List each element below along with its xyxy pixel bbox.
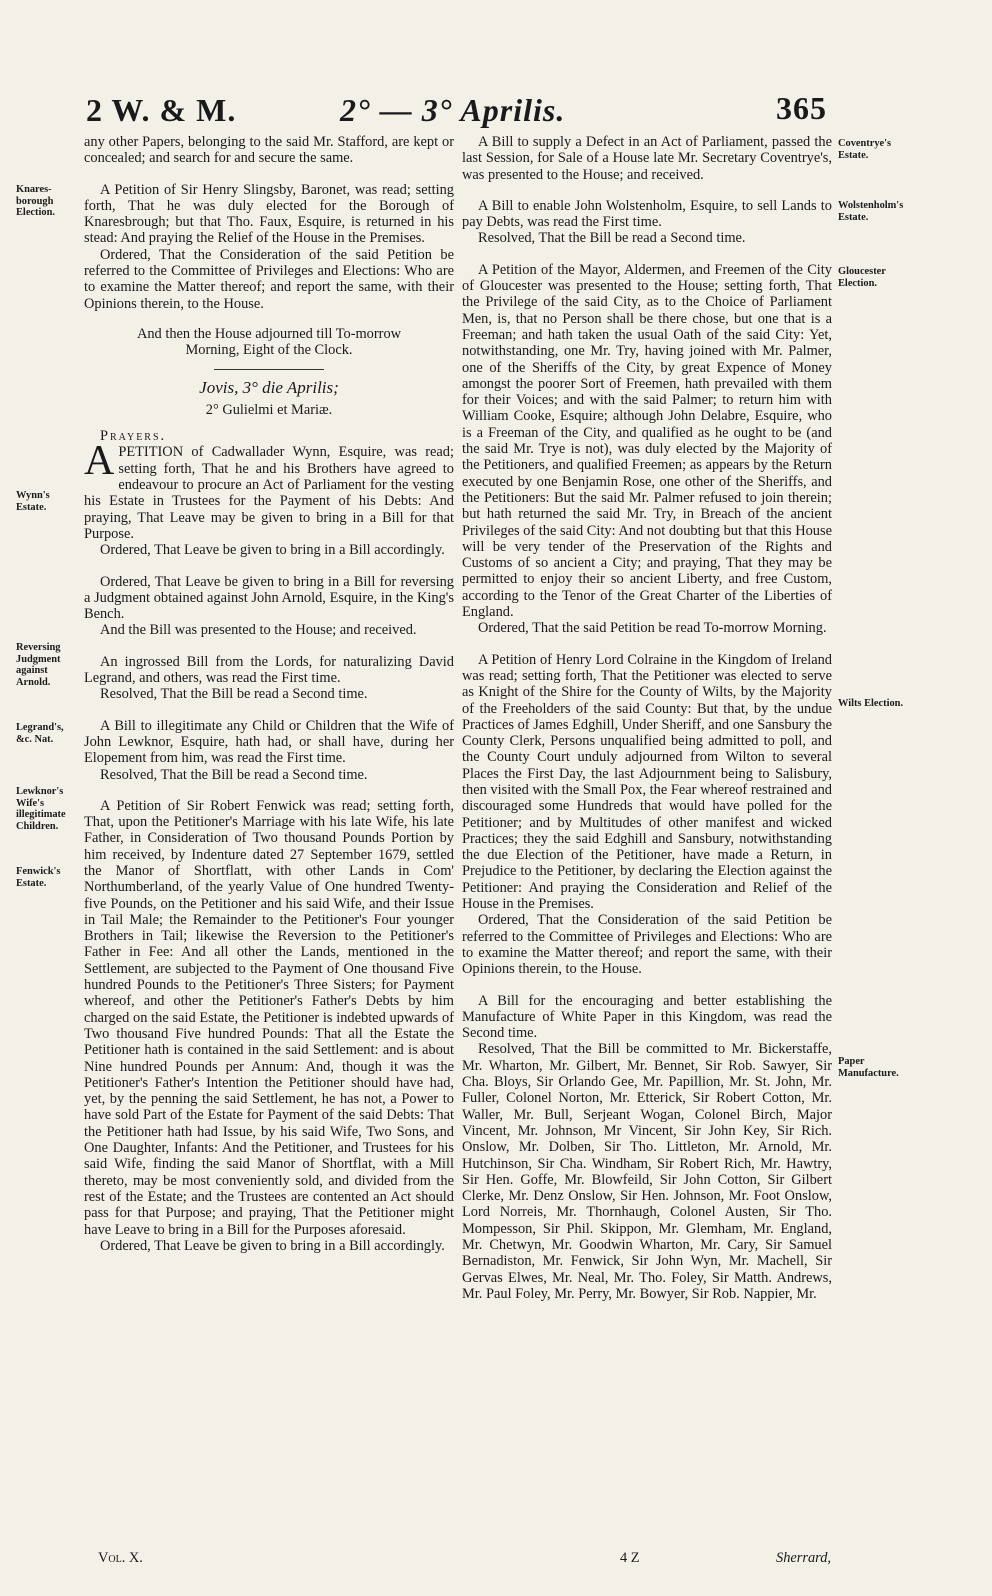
paragraph-coventrye-bill: A Bill to supply a Defect in an Act of Parliament, passed the last Session, for Sale of a House late Mr. Secretary Coventrye's, was presented to the House; and received. [462,134,832,183]
paragraph-lewknor-bill: A Bill to illegitimate any Child or Children that the Wife of John Lewknor, Esquire, hath had, or shall have, during her Elopement from him, was read the First time. [84,717,454,767]
paragraph-wolstenholm-resolved: Resolved, That the Bill be read a Second time. [478,230,746,247]
margin-note-fenwick: Fenwick's Estate. [16,866,61,889]
paragraph-stafford: any other Papers, belonging to the said Mr. Stafford, are kept or concealed; and search for and secure the same. [84,134,454,167]
catchword: Sherrard, [776,1550,832,1566]
paragraph-fenwick-order: Ordered, That Leave be given to bring in a Bill accordingly. [100,1237,445,1254]
paragraph-wilts-order: Ordered, That the Consideration of the said Petition be referred to the Committee of Privileges and Elections: Who are to examine the Matter thereof; and report the same, with their Opinions therein, to the House. [462,912,832,978]
header-date: 2° — 3° Aprilis. [340,92,566,128]
margin-note-paper: Paper Manufacture. [838,1056,899,1079]
paragraph-arnold-received: And the Bill was presented to the House; and received. [100,622,417,639]
paragraph-wilts-petition: A Petition of Henry Lord Colraine in the Kingdom of Ireland was read; setting forth, That the Petitioner was elected to serve as Knight of the Shire for the County of Wilts, by the Majority of the Freeholders of the said County: But that, by the undue Practices of James Edghill, Under Sheriff, and one Sansbury the County Clerk, Persons unqualified being admitted to poll, and the County Court unduly adjourned from Wilton to several Places the First Day, the last Adjournment being to Salisbury, then visited with the Small Pox, the Fear whereof restrained and discouraged some Hundreds that would have polled for the Petitioner; and by Multitudes of other manifest and wicked Practices; they the said Edghill and Sansbury, notwithstanding the due Election of the Petitioner, have made a Return, in Prejudice to the Petitioner, by declaring the Election against the Petitioner: And praying the Consideration and Relief of the House in the Premises. [462,651,832,913]
paragraph-arnold-order: Ordered, That Leave be given to bring in a Bill for reversing a Judgment obtained against John Arnold, Esquire, in the King's Bench. [84,573,454,623]
paragraph-wynn-order: Ordered, That Leave be given to bring in a Bill accordingly. [100,542,445,559]
paragraph-gloucester-order: Ordered, That the said Petition be read To-morrow Morning. [478,620,827,637]
right-column [462,134,832,1302]
paragraph-knaresborough-order: Ordered, That the Consideration of the said Petition be referred to the Committee of Privileges and Elections: Who are to examine the Matter thereof; and report the same, with their Opinions therein, to the House. [84,246,454,312]
paragraph-paper-committee: Resolved, That the Bill be committed to Mr. Bickerstaffe, Mr. Wharton, Mr. Gilbert, Mr. Bennet, Sir Rob. Sawyer, Sir Cha. Bloys, Sir Orlando Gee, Mr. Papillion, Mr. St. John, Mr. Fuller, Colonel Norton, Mr. Etterick, Sir Robert Cotton, Mr. Waller, Mr. Bull, Serjeant Wogan, Colonel Birch, Major Vincent, Mr. Johnson, Mr Vincent, Sir John Key, Sir Rich. Onslow, Mr. Dolben, Sir Tho. Littleton, Mr. Arnold, Mr. Hutchinson, Sir Cha. Windham, Sir Robert Rich, Mr. Hawtry, Sir Hen. Goffe, Mr. Blowfeild, Sir John Cotton, Sir Gilbert Clerke, Mr. Denz Onslow, Sir Hen. Johnson, Mr. Foot Onslow, Lord Norreis, Mr. Thornhaugh, Colonel Austen, Sir Tho. Mompesson, Sir Phil. Skippon, Mr. Glemham, Mr. England, Mr. Chetwyn, Mr. Goodwin Wharton, Mr. Cary, Sir Samuel Bernadiston, Mr. Fenwick, Sir John Wyn, Mr. Machell, Sir Gervas Elwes, Mr. Neal, Mr. Tho. Foley, Sir Matth. Andrews, Mr. Paul Foley, Mr. Perry, Mr. Bowyer, Sir Rob. Nappier, Mr. [462,1041,832,1302]
paragraph-wolstenholm-bill: A Bill to enable John Wolstenholm, Esquire, to sell Lands to pay Debts, was read the First time. [462,197,832,231]
adjournment-note: And then the House adjourned till To-morrow Morning, Eight of the Clock. [136,325,402,359]
margin-note-legrand: Legrand's, &c. Nat. [16,722,64,745]
margin-note-coventrye: Coventrye's Estate. [838,138,892,161]
running-header [0,84,992,134]
paragraph-fenwick-petition: A Petition of Sir Robert Fenwick was read; setting forth, That, upon the Petitioner's Marriage with his late Wife, his late Father, in Consideration of Two thousand Pounds Portion by him received, by Indenture dated 27 September 1679, settled the Manor of Shortflatt, with other Lands in Com' Northumberland, of the yearly Value of One hundred Twenty-five Pounds, on the Petitioner and his said Wife, and their Issue in Tail Male; the Remainder to the Petitioner's Four younger Brothers in Tail; likewise the Reversion to the Petitioner's Father in Fee: And all other the Lands, mentioned in the Settlement, are subjected to the Payment of One thousand Five hundred Pounds to the Petitioner's Three Sisters; for Payment whereof, and other the Petitioner's Father's Debts by him charged on the said Estate, the Petitioner is indebted upwards of Two thousand Five hundred Pounds: That all the Estate the Petitioner hath is contained in the said Settlement: and is about Nine hundred Pounds per Annum: And, though it was the Petitioner's Father's Intention the Petitioner should have had, yet, by the penning the said Settlement, he has not, a Power to have sold Part of the Estate for Payment of the said Debts: That the Petitioner hath had Issue, by his said Wife, Two Sons, and One Daughter, Infants: And the Petitioner, and Trustees for his said Wife, finding the said Manor of Shortflat, with a Mill thereto, may be most conveniently sold, and divided from the rest of the Estate; and the Trustees are contented an Act should pass for that Purpose; and praying, That the Petitioner might have Leave to bring in a Bill for the Purposes aforesaid. [84,797,454,1238]
paragraph-legrand-bill: An ingrossed Bill from the Lords, for naturalizing David Legrand, and others, was read the First time. [84,653,454,687]
margin-note-lewknor: Lewknor's Wife's illegitimate Children. [16,786,66,832]
sitting-date: Jovis, 3° die Aprilis; [199,377,339,397]
paragraph-gloucester-petition: A Petition of the Mayor, Aldermen, and Freemen of the City of Gloucester was presented to the House; setting forth, That the Privilege of the said City, as to the Choice of Parliament Men, is, that no Person shall be there chose, but one that is a Freeman; and hath taken the usual Oath of the said City: Yet, notwithstanding, one Mr. Try, having joined with Mr. Palmer, one of the Sheriffs of the City, by great Expence of Money amongst the poorer Sort of Freemen, hath prevailed with them for their Voices; and with the said Palmer; to return him with William Cooke, Esquire; although John Delabre, Esquire, who is a Freeman of the City, and qualified as he ought to be (and the said Mr. Trye is not), was duly elected by the Majority of the Petitioners, and qualified Freemen; as appears by the Return executed by one Benjamin Rose, one other of the Sheriffs, and the Petitioners: But the said Mr. Palmer refused to join therein; but hath returned the said Mr. Try, in Breach of the ancient Privileges of the said City: And not doubting but that this House will be very tender of the Preservation of the Rights and Customs of so ancient a City; and praying, That they may be permitted to enjoy their so ancient Liberty, and free Custom, according to the Tenor of the Great Charter of the Liberties of England. [462,261,832,621]
left-column [84,134,454,1254]
margin-note-knaresborough: Knares-borough Election. [16,184,55,218]
regnal-line: 2° Gulielmi et Mariæ. [205,401,333,418]
signature-mark: 4 Z [620,1550,640,1566]
margin-note-wilts: Wilts Election. [838,698,904,709]
drop-cap: A [84,438,115,485]
prayers-heading: Prayers. [100,428,167,445]
paragraph-paper-bill: A Bill for the encouraging and better establishing the Manufacture of White Paper in this Kingdom, was read the Second time. [462,992,832,1042]
paragraph-lewknor-resolved: Resolved, That the Bill be read a Second time. [100,766,368,783]
section-divider [214,369,324,370]
header-regnal-year: 2 W. & M. [86,92,237,128]
margin-note-arnold: Reversing Judgment against Arnold. [16,642,61,688]
margin-note-wolstenholm: Wolstenholm's Estate. [838,200,904,223]
margin-note-wynn: Wynn's Estate. [16,490,50,513]
margin-note-gloucester: Gloucester Election. [838,266,886,289]
paragraph-legrand-resolved: Resolved, That the Bill be read a Second time. [100,686,368,703]
paragraph-wynn-petition: PETITION of Cadwallader Wynn, Esquire, was read; setting forth, That he and his Brothers have agreed to endeavour to procure an Act of Parliament for the vesting his Estate in Trustees for the Payment of his Debts: And praying, That Leave may be given to bring in a Bill for that Purpose. [84,444,454,542]
volume-mark: Vol. X. [98,1550,143,1566]
page-number: 365 [776,90,827,126]
paragraph-knaresborough-petition: A Petition of Sir Henry Slingsby, Baronet, was read; setting forth, That he was duly elected for the Borough of Knaresbrough; but that Tho. Faux, Esquire, is returned in his stead: And praying the Relief of the House in the Premises. [84,181,454,247]
